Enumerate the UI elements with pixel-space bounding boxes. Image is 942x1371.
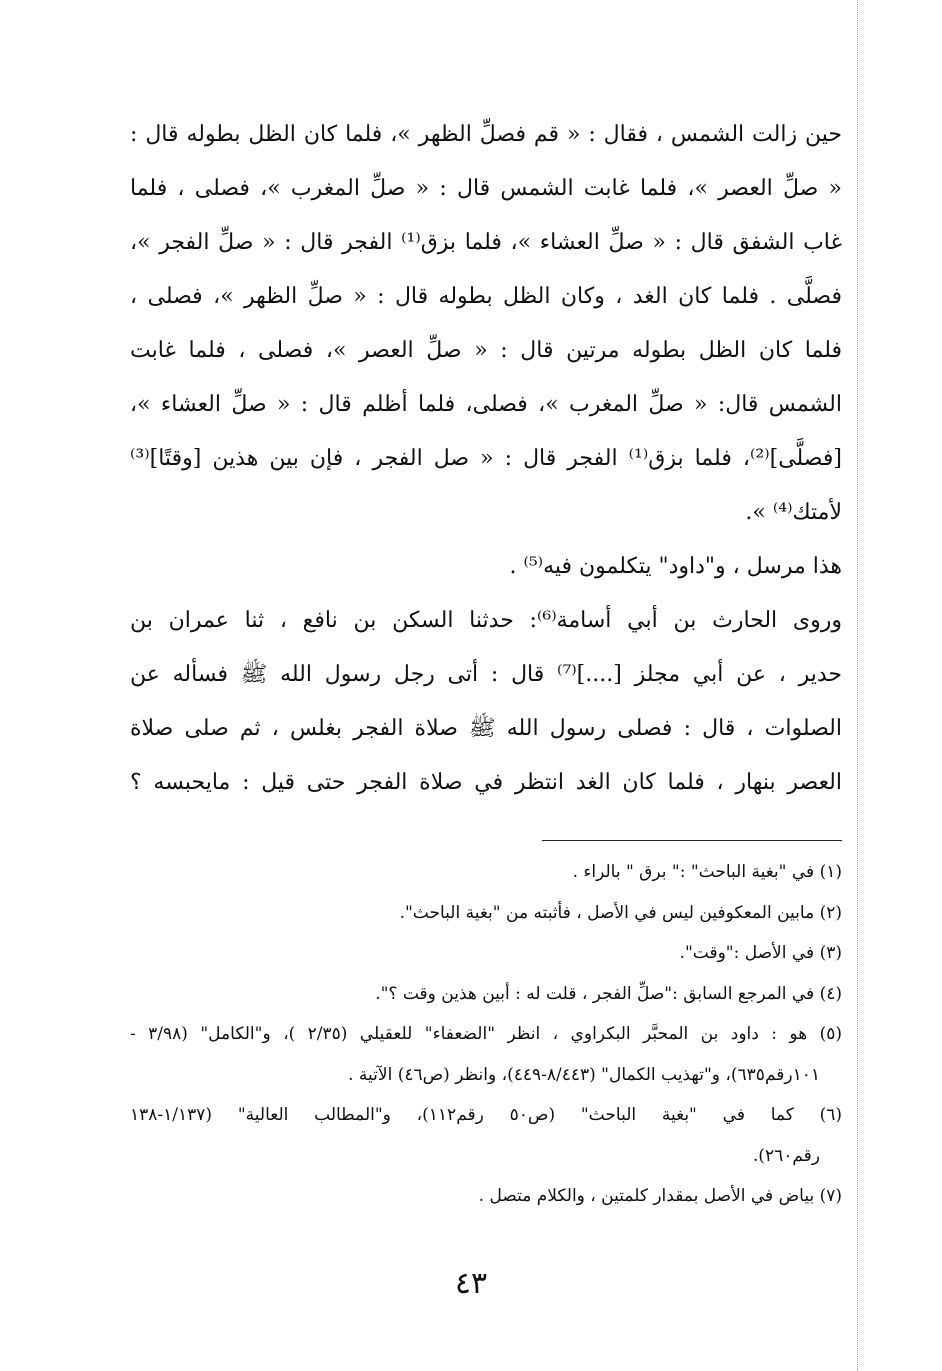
main-line: وروى الحارث بن أبي أسامة⁽⁶⁾: حدثنا السكن بن نافع ، ثنا عمران بن — [130, 608, 842, 633]
footnotes — [130, 852, 842, 1217]
page-edge-dotted-line — [857, 0, 858, 1371]
main-text-body — [130, 108, 842, 810]
main-line: فلما كان الظل بطوله مرتين قال : « صلِّ العصر »، فصلى ، فلما غابت — [130, 338, 842, 363]
main-line: غاب الشفق قال : « صلِّ العشاء »، فلما بزق⁽¹⁾ الفجر قال : « صلِّ الفجر »، — [130, 230, 842, 255]
page-number: ٤٣ — [454, 1266, 488, 1301]
footnote-line: (٦) كما في "بغية الباحث" (ص٥٠ رقم١١٢)، و"المطالب العالية" (١/١٣٧-١٣٨ — [130, 1105, 842, 1125]
main-line: فصلَّى . فلما كان الغد ، وكان الظل بطوله قال : « صلِّ الظهر »، فصلى ، — [130, 284, 842, 309]
footnote-line: (١) في "بغية الباحث" :" برق " بالراء . — [572, 862, 842, 882]
main-line: « صلِّ العصر »، فلما غابت الشمس قال : « صلِّ المغرب »، فصلى ، فلما — [130, 176, 842, 201]
footnote-line: (٣) في الأصل :"وقت". — [679, 943, 842, 963]
main-line: الشمس قال: « صلِّ المغرب »، فصلى، فلما أظلم قال : « صلِّ العشاء »، — [130, 392, 842, 417]
footnote-line: ١٠١رقم٦٣٥)، و"تهذيب الكمال" (٨/٤٤٣-٤٤٩)، وانظر (ص٤٦) الآتية . — [348, 1064, 820, 1085]
main-line: العصر بنهار ، فلما كان الغد انتظر في صلاة الفجر حتى قيل : مايحبسه ؟ — [130, 770, 842, 795]
main-line: حين زالت الشمس ، فقال : « قم فصلِّ الظهر »، فلما كان الظل بطوله قال : — [130, 122, 842, 147]
footnote-line: (٧) بياض في الأصل بمقدار كلمتين ، والكلام متصل . — [478, 1186, 842, 1206]
main-line: الصلوات ، قال : فصلى رسول الله ﷺ صلاة الفجر بغلس ، ثم صلى صلاة — [130, 716, 842, 741]
main-line: حدير ، عن أبي مجلز [....]⁽⁷⁾ قال : أتى رجل رسول الله ﷺ فسأله عن — [130, 662, 842, 687]
main-line: [فصلَّى]⁽²⁾، فلما بزق⁽¹⁾ الفجر قال : « صل الفجر ، فإن بين هذين [وقتًا]⁽³⁾ — [130, 446, 842, 471]
footnote-line: (٤) في المرجع السابق :"صلِّ الفجر ، قلت له : أبين هذين وقت ؟". — [375, 983, 842, 1004]
footnote-line: (٥) هو : داود بن المحبَّر البكراوي ، انظر "الضعفاء" للعقيلي (٢/٣٥ )، و"الكامل" (٣/٩٨ - — [130, 1024, 842, 1044]
main-line: لأمتك⁽⁴⁾ ». — [745, 500, 842, 525]
footnote-line: رقم٢٦٠). — [752, 1145, 820, 1166]
main-line: هذا مرسل ، و"داود" يتكلمون فيه⁽⁵⁾ . — [509, 554, 842, 579]
footnote-separator — [542, 840, 842, 841]
footnote-line: (٢) مابين المعكوفين ليس في الأصل ، فأثبته من "بغية الباحث". — [399, 902, 842, 923]
